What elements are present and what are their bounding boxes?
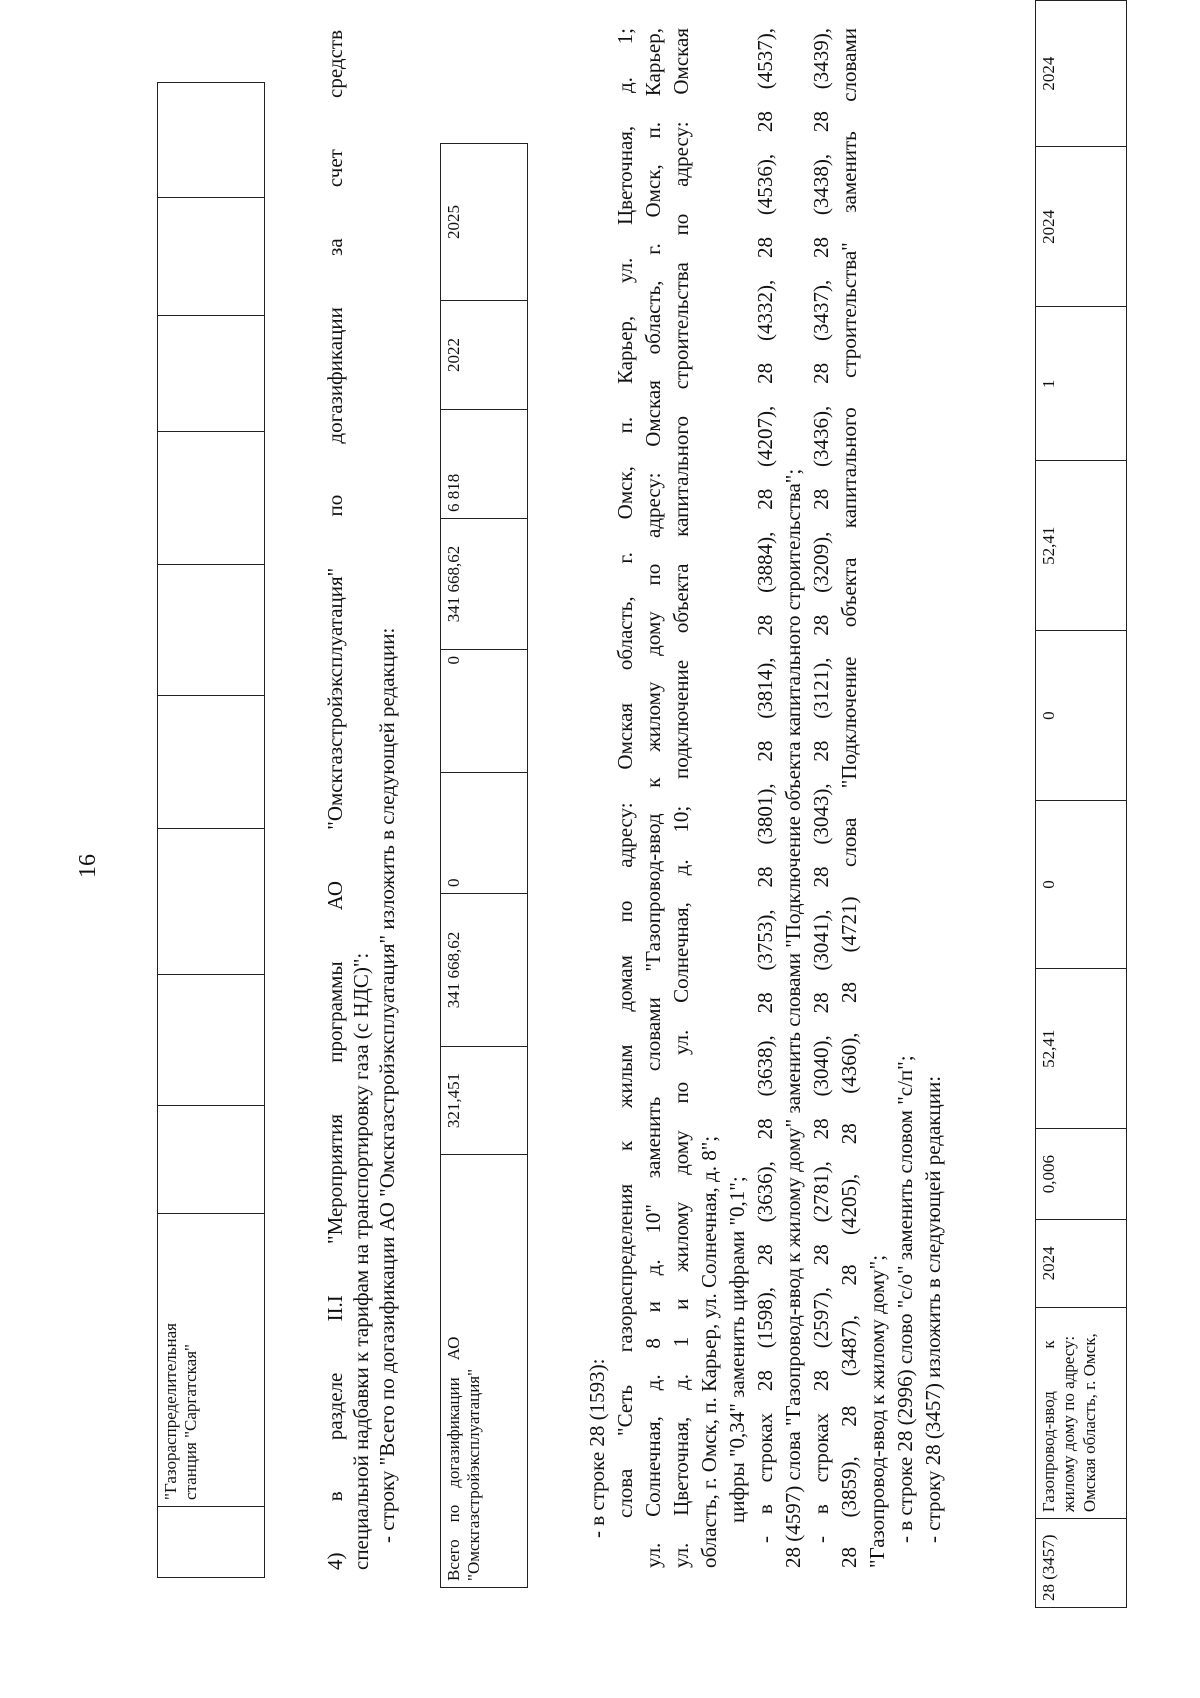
row-name-line: Омская область, г. Омск, xyxy=(1079,1333,1099,1513)
paragraph-4-line1: 4) в разделе II.I "Мероприятия программы АО "Омскгазстройэксплуатация" по догазификации за счет средств xyxy=(323,30,347,1570)
body-line: - в строке 28 (2996) слово "с/о" заменить словом "с/п"; xyxy=(893,1055,917,1543)
body-line: - в строках 28 (2597), 28 (2781), 28 (3040), 28 (3041), 28 (3043), 28 (3121), 28 (3209), 28 (3436), 28 (3437), 28 (3438), 28 (3439), xyxy=(809,28,833,1543)
table-cell xyxy=(158,198,265,316)
paragraph-4-line2: специальной надбавки к тарифам на транспортировку газа (с НДС)": xyxy=(349,952,373,1570)
body-line: - в строках 28 (1598), 28 (3636), 28 (3638), 28 (3753), 28 (3801), 28 (3814), 28 (3884), 28 (4207), 28 (4332), 28 (4536), 28 (4537), xyxy=(753,28,777,1543)
total-cell: 0 xyxy=(441,650,528,773)
table-row xyxy=(1036,1,1127,1608)
body-line: 28 (3859), 28 (3487), 28 (4205), 28 (4360), 28 (4721) слова "Подключение объекта капитального строительства" заменить словами xyxy=(837,28,861,1568)
table-cell xyxy=(158,83,265,198)
total-cell: 341 668,62 xyxy=(441,894,528,1047)
row-name-line: Газопровод-ввод к xyxy=(1039,1340,1058,1513)
table-row xyxy=(158,83,265,1578)
table-cell xyxy=(158,696,265,829)
row-cell: 1 xyxy=(1036,307,1127,461)
total-label-line: "Омскгазстройэксплуатация" xyxy=(464,1368,484,1581)
body-line: область, г. Омск, п. Карьер, ул. Солнечная, д. 8"; xyxy=(697,1135,721,1568)
table-row xyxy=(441,144,528,1588)
row-cell: 0,006 xyxy=(1036,1129,1127,1219)
station-name-line: "Газораспределительная xyxy=(161,1323,180,1500)
body-line: "Газопровод-ввод к жилому дому"; xyxy=(865,1254,889,1568)
total-cell: 2022 xyxy=(441,301,528,410)
total-cell: 0 xyxy=(441,773,528,894)
row-cell: 0 xyxy=(1036,631,1127,801)
body-line: 28 (4597) слова "Газопровод-ввод к жилому дому" заменить словами "Подключение объекта капитального строительства"; xyxy=(781,468,805,1568)
table-cell xyxy=(158,829,265,975)
row-cell: 0 xyxy=(1036,801,1127,969)
table-cell xyxy=(158,1106,265,1214)
total-cell: 341 668,62 xyxy=(441,519,528,650)
page-number: 16 xyxy=(75,854,101,878)
body-line: - в строке 28 (1593): xyxy=(585,1358,609,1538)
body-line: ул. Солнечная, д. 8 и д. 10" заменить словами "Газопровод-ввод к жилому дому по адресу: Омская область, г. Омск, п. Карьер, xyxy=(641,28,665,1568)
table-cell xyxy=(158,432,265,565)
body-line: слова "Сеть газораспределения к жилым домам по адресу: Омская область, г. Омск, п. Карьер, ул. Цветочная, д. 1; xyxy=(613,28,637,1518)
total-label-line: Всего по догазификации АО xyxy=(444,1336,463,1581)
table-cell xyxy=(158,1507,265,1578)
row-cell: 52,41 xyxy=(1036,968,1127,1128)
body-line: ул. Цветочная, д. 1 и жилому дому по ул. Солнечная, д. 10; подключение объекта капитального строительства по адресу: Омская xyxy=(669,28,693,1568)
row-cell: 2024 xyxy=(1036,147,1127,307)
paragraph-4-line3: - строку "Всего по догазификации АО "Омскгазстройэксплуатация" изложить в следующей редакции: xyxy=(375,627,399,1543)
row-name-cell xyxy=(1036,1307,1127,1518)
table-cell xyxy=(158,565,265,696)
top-table xyxy=(157,82,265,1578)
row-cell: 2024 xyxy=(1036,1,1127,147)
row-cell: 52,41 xyxy=(1036,461,1127,631)
station-name-cell xyxy=(158,1214,265,1507)
row-cell: 2024 xyxy=(1036,1219,1127,1307)
total-table xyxy=(440,143,528,1588)
table-cell xyxy=(158,975,265,1106)
body-line: цифры "0,34" заменить цифрами "0,1"; xyxy=(725,1176,749,1523)
total-cell: 2025 xyxy=(441,144,528,301)
total-cell: 6 818 xyxy=(441,410,528,519)
total-label-cell xyxy=(441,1155,528,1588)
station-name-line: станция "Саргатская" xyxy=(181,1344,201,1500)
row-3457-table xyxy=(1035,0,1127,1608)
row-id-cell: 28 (3457) xyxy=(1036,1519,1127,1608)
total-cell: 321,451 xyxy=(441,1047,528,1155)
body-line: - строку 28 (3457) изложить в следующей редакции: xyxy=(921,1075,945,1543)
row-name-line: жилому дому по адресу: xyxy=(1059,1335,1079,1513)
table-cell xyxy=(158,316,265,432)
